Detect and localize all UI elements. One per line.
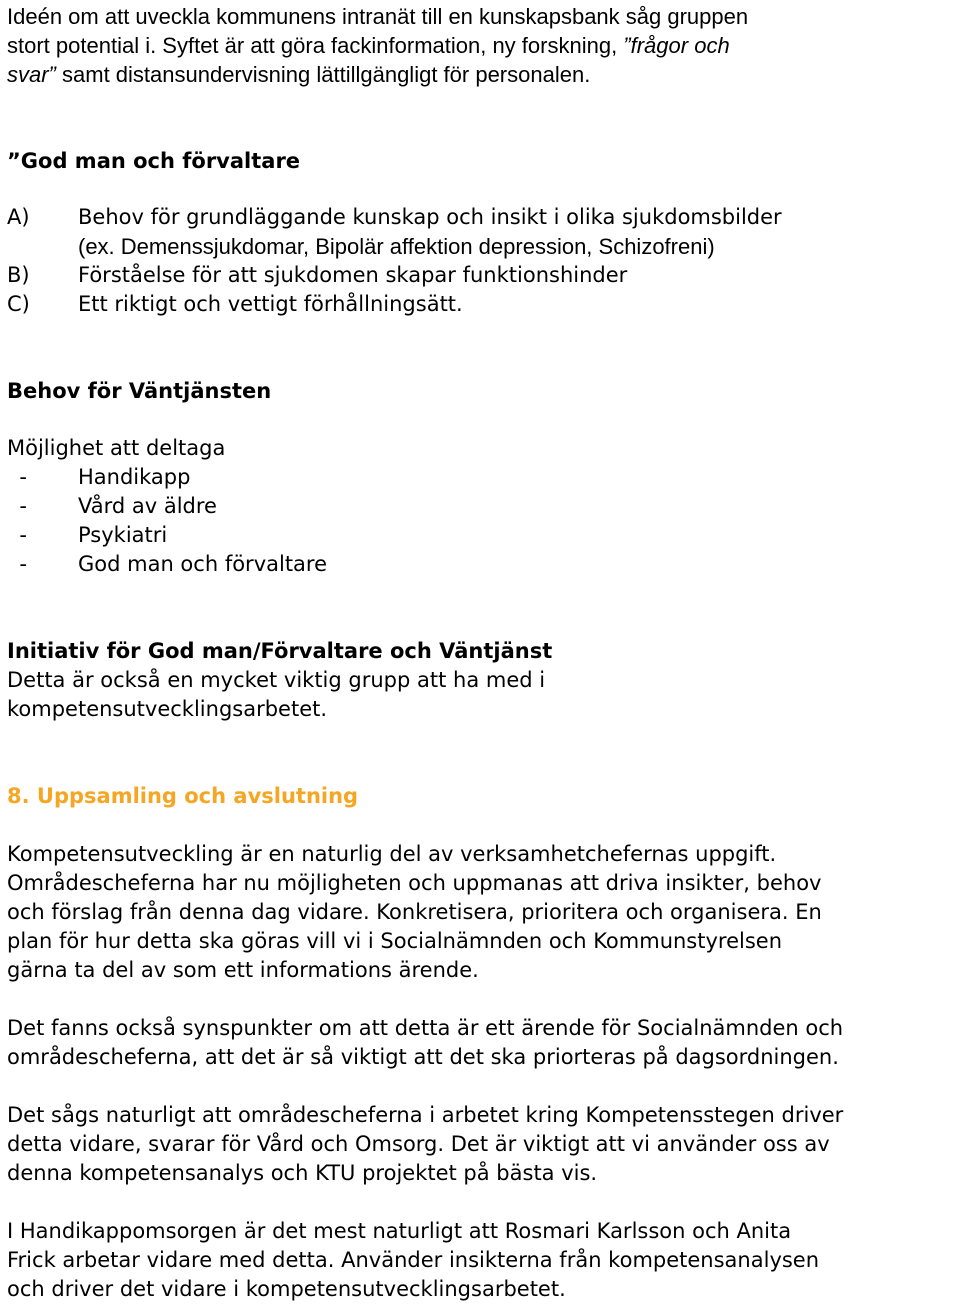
- dash-bullet: -: [19, 552, 27, 576]
- list-label: B): [7, 263, 30, 287]
- intro-line-1: Ideén om att uveckla kommunens intranät till en kunskapsbank såg gruppen: [7, 4, 749, 29]
- initiativ-line-1: Detta är också en mycket viktig grupp att ha med i: [7, 668, 546, 692]
- god-man-heading: ”God man och förvaltare: [7, 149, 301, 173]
- intro-line-2: stort potential i. Syftet är att göra fackinformation, ny forskning, ”frågor och: [7, 33, 730, 58]
- paragraph-4: I Handikappomsorgen är det mest naturligt att Rosmari Karlsson och Anita Frick arbetar vidare med detta. Använder insikterna från kompetensanalysen och driver det vidare i kompetensutvecklingsarbetet.: [7, 1219, 820, 1301]
- vantjansten-heading: Behov för Väntjänsten: [7, 379, 272, 403]
- list-text: Förståelse för att sjukdomen skapar funktionshinder: [78, 263, 628, 287]
- dash-bullet: -: [19, 523, 27, 547]
- dash-bullet: -: [19, 465, 27, 489]
- paragraph-2: Det fanns också synspunkter om att detta är ett ärende för Socialnämnden och områdescheferna, att det är så viktigt att det ska priorteras på dagsordningen.: [7, 1016, 844, 1069]
- paragraph-1: Kompetensutveckling är en naturlig del av verksamhetchefernas uppgift. Områdescheferna har nu möjligheten och uppmanas att driva insikter, behov och förslag från denna dag vidare. Konkretisera, prioritera och organisera. En plan för hur detta ska göras vill vi i Socialnämnden och Kommunstyrelsen gärna ta del av som ett informations ärende.: [7, 842, 822, 982]
- initiativ-heading: Initiativ för God man/Förvaltare och Väntjänst: [7, 639, 553, 663]
- initiativ-block: [7, 637, 957, 724]
- paragraph-3: Det sågs naturligt att områdescheferna i arbetet kring Kompetensstegen driver detta vidare, svarar för Vård och Omsorg. Det är viktigt att vi använder oss av denna kompetensanalys och KTU projektet på bästa vis.: [7, 1103, 844, 1185]
- intro-paragraph: [7, 2, 957, 89]
- list-text: Ett riktigt och vettigt förhållningsätt.: [78, 292, 463, 316]
- intro-line-3: svar” samt distansundervisning lättillgängligt för personalen.: [7, 62, 591, 87]
- list-text: Behov för grundläggande kunskap och insikt i olika sjukdomsbilder: [78, 205, 782, 229]
- dash-bullet: -: [19, 494, 27, 518]
- vantjansten-intro: Möjlighet att deltaga: [7, 436, 226, 460]
- list-label: C): [7, 292, 30, 316]
- initiativ-line-2: kompetensutvecklingsarbetet.: [7, 697, 328, 721]
- list-label: A): [7, 205, 30, 229]
- section-8-heading: 8. Uppsamling och avslutning: [7, 784, 359, 808]
- list-text-cont: (ex. Demenssjukdomar, Bipolär affektion depression, Schizofreni): [78, 234, 715, 259]
